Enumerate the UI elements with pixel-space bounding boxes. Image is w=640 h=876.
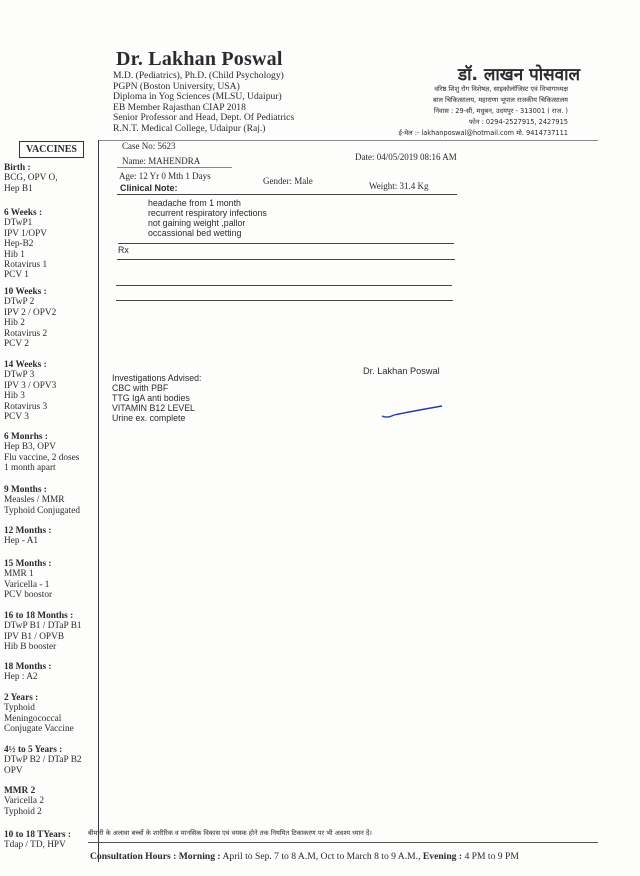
vaccine-group [4, 693, 74, 735]
clinical-note-line: not gaining weight ,pallor [148, 218, 246, 228]
vaccine-item: Rotavirus 2 [4, 328, 48, 339]
clinical-note-line: headache from 1 month [148, 198, 241, 208]
vaccine-item: Typhoid [4, 703, 35, 714]
vaccine-item: DTwP1 [4, 218, 33, 229]
vaccine-item: OPV [4, 765, 23, 776]
investigations-title: Investigations Advised: [112, 373, 202, 383]
vaccine-item: PCV 1 [4, 270, 29, 281]
vaccine-item: IPV 1/OPV [4, 228, 47, 239]
hindi-line: वरिष्ठ शिशु रोग विशेषज्ञ, साइकोलॉजिस्ट एवं विभागाध्यक्ष [434, 85, 568, 93]
vaccine-item: DTwP 3 [4, 370, 35, 381]
visit-date: Date: 04/05/2019 08:16 AM [355, 152, 457, 162]
hindi-line: निवास : 29-सी, मधुबन, उदयपुर - 313001 ( राज. ) [433, 107, 568, 115]
vaccine-age-heading: 10 to 18 TYears : [4, 830, 71, 840]
vaccine-age-heading: 10 Weeks : [4, 287, 47, 297]
rx-label: Rx [118, 245, 129, 255]
vaccine-age-heading: 9 Months : [4, 485, 47, 495]
vaccine-item: PCV boostor [4, 590, 53, 601]
vaccine-age-heading: 4½ to 5 Years : [4, 745, 63, 755]
vaccine-group [4, 611, 82, 653]
vaccine-group [4, 662, 52, 683]
vaccine-age-heading: 6 Monrhs : [4, 432, 48, 442]
sidebar-divider [98, 140, 99, 862]
vaccine-item: Hib 2 [4, 318, 25, 329]
case-number: Case No: 5623 [122, 141, 176, 151]
vaccine-item: DTwP B1 / DTaP B1 [4, 621, 82, 632]
vaccine-item: IPV B1 / OPVB [4, 631, 65, 642]
handwritten-signature [380, 400, 450, 422]
vaccine-item: Hep : A2 [4, 672, 38, 683]
vaccine-age-heading: MMR 2 [4, 786, 36, 796]
clinical-note-label: Clinical Note: [120, 183, 178, 193]
vaccine-item: IPV 3 / OPV3 [4, 380, 57, 391]
signature-name: Dr. Lakhan Poswal [363, 366, 440, 376]
vaccine-age-heading: 2 Years : [4, 693, 39, 703]
vaccine-item: Hep B3, OPV [4, 442, 56, 453]
doctor-qualifications [113, 71, 294, 135]
vaccine-item: DTwP 2 [4, 297, 35, 308]
vaccine-item: Measles / MMR [4, 495, 65, 506]
hindi-line: फोन : 0294-2527915, 2427915 [469, 118, 568, 126]
vaccine-group [4, 559, 52, 601]
qualification-line: M.D. (Pediatrics), Ph.D. (Child Psychology) [113, 70, 284, 81]
vaccines-title: VACCINES [19, 141, 84, 158]
vaccine-group [4, 526, 52, 547]
vaccine-item: Rotavirus 1 [4, 260, 48, 271]
vaccine-item: Hib B booster [4, 642, 57, 653]
vaccine-group [4, 432, 79, 474]
vaccine-item: Tdap / TD, HPV [4, 840, 66, 851]
doctor-details-hindi [380, 84, 568, 139]
qualification-line: PGPN (Boston University, USA) [113, 80, 240, 92]
rx-line [116, 285, 452, 286]
clinical-notes [148, 198, 267, 238]
hours-morning: April to Sep. 7 to 8 A.M, Oct to March 8 to 9 A.M., [222, 851, 421, 862]
vaccine-group [4, 208, 47, 281]
consultation-hours [90, 851, 519, 862]
clinical-note-line: occassional bed wetting [148, 228, 242, 238]
evening-label: Evening : [422, 851, 463, 862]
vaccine-age-heading: 15 Months : [4, 559, 52, 569]
investigation-item: Urine ex. complete [112, 413, 186, 423]
vaccine-item: Meningococcal [4, 713, 62, 724]
footer-hindi-note: बीमारी के अलावा बच्चों के शारीरिक व मानसिक विकास एवं वयस्क होने तक नियमित टिकाकरण पर भी अवश्य ध्यान दें। [88, 829, 372, 837]
vaccine-age-heading: Birth : [4, 163, 31, 173]
vaccine-group [4, 830, 71, 851]
vaccine-item: Hib 3 [4, 391, 25, 402]
investigation-item: CBC with PBF [112, 383, 169, 393]
vaccine-item: Typhoid 2 [4, 806, 42, 817]
hours-evening: 4 PM to 9 PM [464, 851, 519, 862]
hindi-line: बाल चिकित्सालय, महाराणा भूपाल राजकीय चिकित्सालय [432, 96, 568, 104]
vaccine-age-heading: 18 Months : [4, 662, 52, 672]
vaccine-group [4, 287, 56, 349]
vaccine-age-heading: 6 Weeks : [4, 208, 43, 218]
vaccine-item: Rotavirus 3 [4, 401, 48, 412]
case-underline [117, 167, 232, 168]
vaccine-group [4, 163, 58, 194]
qualification-line: EB Member Rajasthan CIAP 2018 [113, 101, 246, 113]
hours-label: Consultation Hours : Morning : [90, 851, 221, 862]
vaccine-item: DTwP B2 / DTaP B2 [4, 755, 82, 766]
vaccine-item: Hep-B2 [4, 239, 34, 250]
vaccine-item: PCV 3 [4, 412, 29, 423]
vaccine-item: PCV 2 [4, 339, 29, 350]
vaccine-age-heading: 14 Weeks : [4, 360, 47, 370]
vaccine-item: Typhoid Conjugated [4, 505, 81, 516]
vaccine-group [4, 485, 80, 516]
vaccine-item: Hep B1 [4, 183, 33, 194]
rx-line [117, 259, 455, 260]
doctor-name: Dr. Lakhan Poswal [116, 48, 283, 70]
vaccine-item: Varicella - 1 [4, 579, 50, 590]
rx-divider [118, 243, 454, 244]
qualification-line: R.N.T. Medical College, Udaipur (Raj.) [113, 122, 266, 134]
vaccine-item: Hep - A1 [4, 536, 39, 547]
vaccine-item: 1 month apart [4, 463, 56, 474]
qualification-line: Senior Professor and Head, Dept. Of Pediatrics [113, 112, 295, 124]
investigations [112, 373, 202, 423]
clinical-note-line: recurrent respiratory infections [148, 208, 267, 218]
hindi-line: ई-मेल :- lakhanposwal@hotmail.com मो. 9414737111 [398, 129, 568, 137]
vaccine-age-heading: 16 to 18 Months : [4, 611, 74, 621]
doctor-name-hindi: डॉ. लाखन पोसवाल [458, 65, 580, 85]
patient-name: Name: MAHENDRA [122, 156, 201, 166]
vaccine-item: BCG, OPV O, [4, 173, 58, 184]
vaccine-age-heading: 12 Months : [4, 526, 52, 536]
vaccine-group [4, 745, 82, 776]
qualification-line: Diploma in Yog Sciences (MLSU, Udaipur) [113, 91, 282, 103]
vaccine-item: IPV 2 / OPV2 [4, 307, 57, 318]
patient-weight: Weight: 31.4 Kg [369, 181, 429, 191]
vaccine-item: Flu vaccine, 2 doses [4, 452, 80, 463]
vaccine-item: MMR 1 [4, 569, 34, 580]
footer-divider [88, 842, 598, 843]
rx-line [116, 300, 453, 301]
vaccine-group [4, 786, 44, 817]
case-divider [117, 194, 457, 195]
investigation-item: TTG IgA anti bodies [112, 393, 190, 403]
investigation-item: VITAMIN B12 LEVEL [112, 403, 195, 413]
vaccine-item: Conjugate Vaccine [4, 724, 74, 735]
patient-age: Age: 12 Yr 0 Mth 1 Days [119, 171, 211, 181]
vaccine-item: Varicella 2 [4, 796, 45, 807]
vaccine-group [4, 360, 56, 422]
vaccine-item: Hib 1 [4, 249, 25, 260]
patient-gender: Gender: Male [263, 176, 313, 186]
